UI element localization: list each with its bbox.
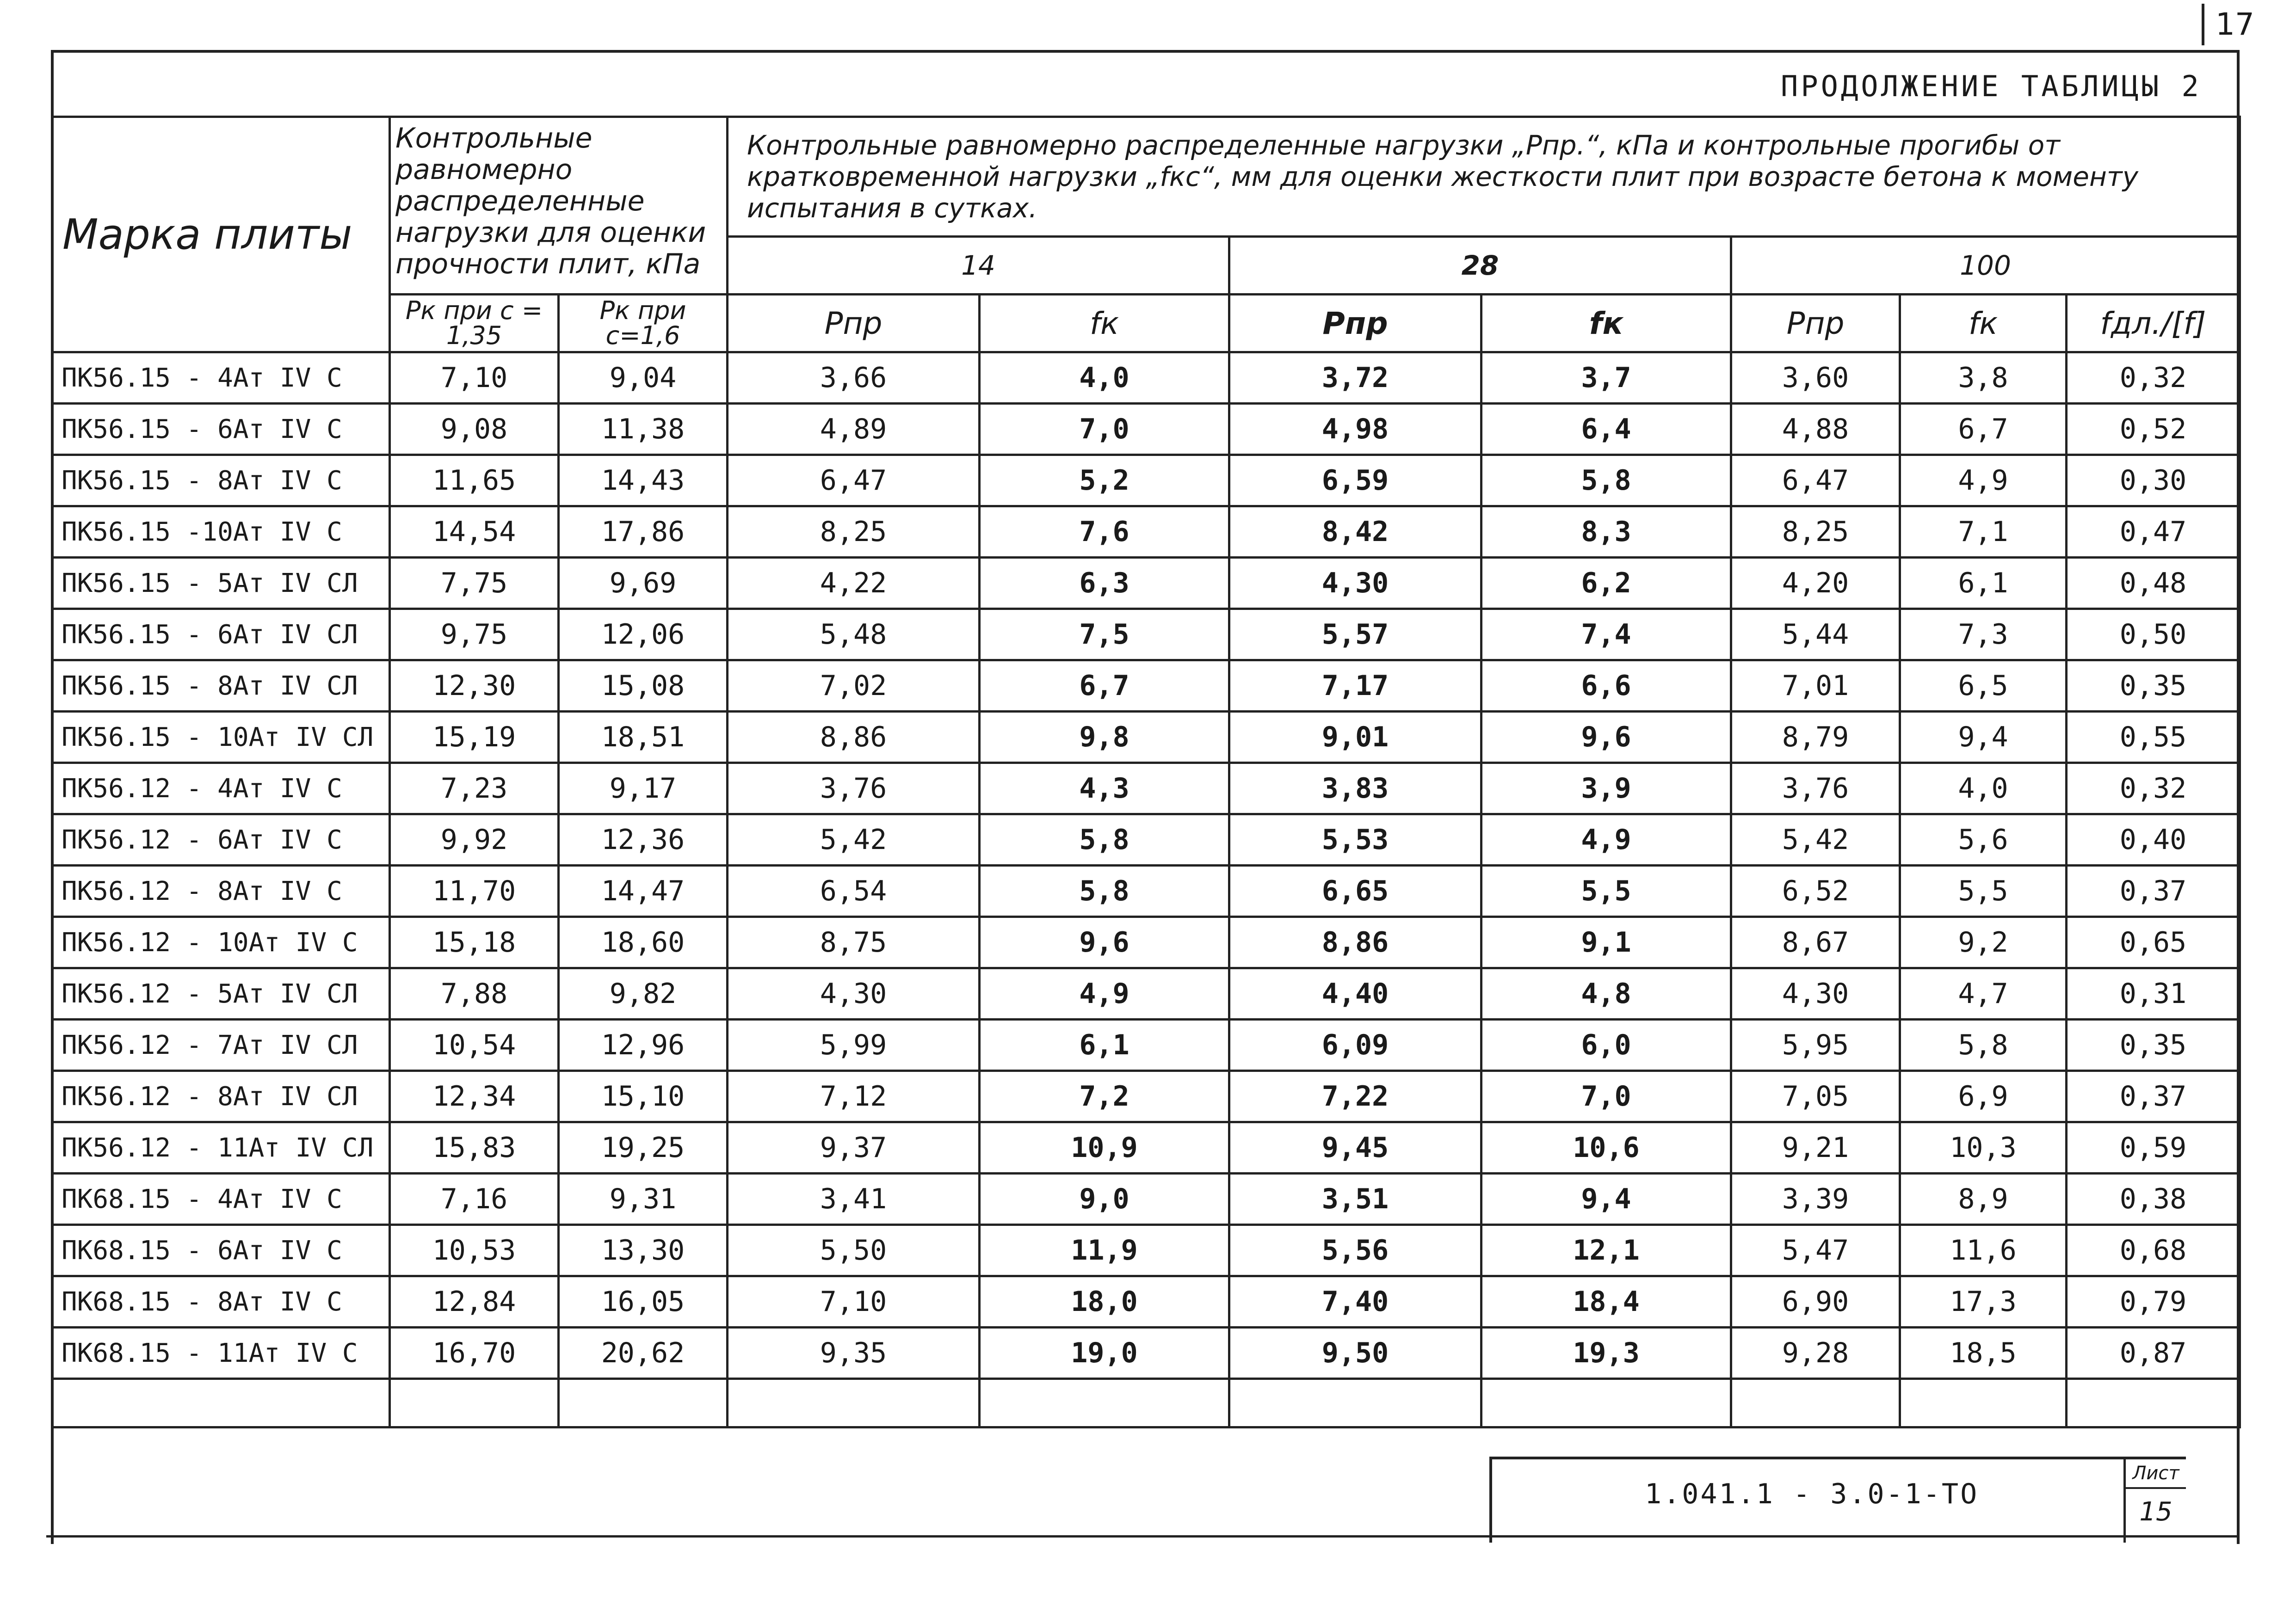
cell-ppr-100: 7,05 bbox=[1731, 1071, 1900, 1122]
cell-ppr-14: 6,47 bbox=[728, 455, 980, 506]
header-ppr-100: Pпр bbox=[1731, 295, 1900, 352]
cell-mark: ПК56.15 - 10Ат IV СЛ bbox=[52, 712, 390, 763]
table-row bbox=[52, 1122, 2240, 1174]
table-row bbox=[52, 558, 2240, 609]
empty-cell bbox=[52, 1379, 390, 1427]
loads-table bbox=[51, 116, 2241, 1428]
cell-fk-28: 5,5 bbox=[1481, 866, 1731, 917]
cell-ppr-100: 5,42 bbox=[1731, 814, 1900, 866]
cell-pk-135: 12,84 bbox=[390, 1276, 559, 1328]
cell-ratio: 0,55 bbox=[2067, 712, 2240, 763]
cell-ppr-28: 9,50 bbox=[1229, 1328, 1481, 1379]
cell-pk-16: 14,47 bbox=[559, 866, 728, 917]
cell-ppr-14: 3,41 bbox=[728, 1174, 980, 1225]
cell-fk-14: 7,2 bbox=[980, 1071, 1229, 1122]
cell-ppr-28: 7,40 bbox=[1229, 1276, 1481, 1328]
cell-ratio: 0,37 bbox=[2067, 866, 2240, 917]
cell-ratio: 0,65 bbox=[2067, 917, 2240, 968]
cell-fk-100: 10,3 bbox=[1900, 1122, 2067, 1174]
cell-ratio: 0,87 bbox=[2067, 1328, 2240, 1379]
cell-mark: ПК56.12 - 11Ат IV СЛ bbox=[52, 1122, 390, 1174]
cell-fk-28: 4,8 bbox=[1481, 968, 1731, 1020]
header-pk-16: Pк при c=1,6 bbox=[559, 295, 728, 352]
cell-ppr-28: 6,09 bbox=[1229, 1020, 1481, 1071]
cell-fk-14: 10,9 bbox=[980, 1122, 1229, 1174]
cell-ppr-14: 3,66 bbox=[728, 352, 980, 404]
cell-fk-28: 5,8 bbox=[1481, 455, 1731, 506]
table-row bbox=[52, 1020, 2240, 1071]
cell-ppr-14: 5,99 bbox=[728, 1020, 980, 1071]
cell-ppr-14: 9,37 bbox=[728, 1122, 980, 1174]
cell-fk-28: 6,4 bbox=[1481, 404, 1731, 455]
cell-ppr-100: 6,52 bbox=[1731, 866, 1900, 917]
empty-cell bbox=[390, 1379, 559, 1427]
cell-fk-28: 7,4 bbox=[1481, 609, 1731, 660]
cell-ppr-28: 5,53 bbox=[1229, 814, 1481, 866]
cell-mark: ПК56.15 - 6Ат IV СЛ bbox=[52, 609, 390, 660]
cell-pk-16: 12,06 bbox=[559, 609, 728, 660]
cell-ppr-100: 8,67 bbox=[1731, 917, 1900, 968]
cell-fk-14: 5,8 bbox=[980, 866, 1229, 917]
cell-ppr-28: 4,98 bbox=[1229, 404, 1481, 455]
cell-fk-100: 6,1 bbox=[1900, 558, 2067, 609]
header-fk-28: fк bbox=[1481, 295, 1731, 352]
cell-ppr-28: 6,59 bbox=[1229, 455, 1481, 506]
cell-ppr-28: 6,65 bbox=[1229, 866, 1481, 917]
cell-pk-135: 15,19 bbox=[390, 712, 559, 763]
cell-fk-28: 9,1 bbox=[1481, 917, 1731, 968]
cell-ppr-14: 8,75 bbox=[728, 917, 980, 968]
cell-ppr-28: 8,42 bbox=[1229, 506, 1481, 558]
cell-ratio: 0,32 bbox=[2067, 352, 2240, 404]
cell-ratio: 0,47 bbox=[2067, 506, 2240, 558]
cell-ppr-14: 8,86 bbox=[728, 712, 980, 763]
cell-pk-135: 10,53 bbox=[390, 1225, 559, 1276]
cell-fk-100: 4,9 bbox=[1900, 455, 2067, 506]
cell-mark: ПК56.15 - 6Ат IV С bbox=[52, 404, 390, 455]
cell-pk-16: 9,69 bbox=[559, 558, 728, 609]
cell-ratio: 0,38 bbox=[2067, 1174, 2240, 1225]
cell-ppr-28: 7,22 bbox=[1229, 1071, 1481, 1122]
cell-pk-16: 19,25 bbox=[559, 1122, 728, 1174]
table-row bbox=[52, 506, 2240, 558]
cell-ppr-14: 9,35 bbox=[728, 1328, 980, 1379]
empty-cell bbox=[980, 1379, 1229, 1427]
cell-pk-16: 11,38 bbox=[559, 404, 728, 455]
cell-ppr-100: 5,47 bbox=[1731, 1225, 1900, 1276]
bottom-border bbox=[46, 1535, 2239, 1538]
cell-pk-135: 7,16 bbox=[390, 1174, 559, 1225]
cell-fk-100: 5,5 bbox=[1900, 866, 2067, 917]
cell-ppr-28: 7,17 bbox=[1229, 660, 1481, 712]
header-age-14: 14 bbox=[728, 237, 1229, 295]
cell-mark: ПК56.15 - 8Ат IV С bbox=[52, 455, 390, 506]
cell-fk-100: 7,1 bbox=[1900, 506, 2067, 558]
cell-pk-16: 9,82 bbox=[559, 968, 728, 1020]
table-row bbox=[52, 1328, 2240, 1379]
cell-fk-100: 11,6 bbox=[1900, 1225, 2067, 1276]
cell-ppr-14: 3,76 bbox=[728, 763, 980, 814]
continuation-title: ПРОДОЛЖЕНИЕ ТАБЛИЦЫ 2 bbox=[1781, 69, 2202, 103]
empty-cell bbox=[2067, 1379, 2240, 1427]
cell-mark: ПК68.15 - 11Ат IV С bbox=[52, 1328, 390, 1379]
cell-pk-135: 7,75 bbox=[390, 558, 559, 609]
cell-fk-100: 3,8 bbox=[1900, 352, 2067, 404]
cell-fk-28: 8,3 bbox=[1481, 506, 1731, 558]
cell-fk-28: 7,0 bbox=[1481, 1071, 1731, 1122]
empty-cell bbox=[1900, 1379, 2067, 1427]
cell-ppr-14: 7,10 bbox=[728, 1276, 980, 1328]
cell-fk-100: 18,5 bbox=[1900, 1328, 2067, 1379]
cell-ratio: 0,79 bbox=[2067, 1276, 2240, 1328]
cell-pk-135: 12,30 bbox=[390, 660, 559, 712]
cell-fk-14: 11,9 bbox=[980, 1225, 1229, 1276]
cell-ppr-100: 3,76 bbox=[1731, 763, 1900, 814]
cell-mark: ПК56.12 - 8Ат IV СЛ bbox=[52, 1071, 390, 1122]
cell-ppr-14: 8,25 bbox=[728, 506, 980, 558]
cell-fk-28: 3,7 bbox=[1481, 352, 1731, 404]
table-row bbox=[52, 1174, 2240, 1225]
cell-ppr-28: 5,56 bbox=[1229, 1225, 1481, 1276]
document-code: 1.041.1 - 3.0-1-ТО bbox=[1645, 1478, 1979, 1510]
sheet-label: Лист bbox=[2126, 1459, 2186, 1489]
cell-ppr-28: 3,83 bbox=[1229, 763, 1481, 814]
sheet-box bbox=[2123, 1459, 2186, 1543]
cell-fk-14: 9,0 bbox=[980, 1174, 1229, 1225]
cell-ppr-100: 4,20 bbox=[1731, 558, 1900, 609]
cell-pk-16: 16,05 bbox=[559, 1276, 728, 1328]
cell-mark: ПК68.15 - 4Ат IV С bbox=[52, 1174, 390, 1225]
cell-pk-135: 7,88 bbox=[390, 968, 559, 1020]
cell-mark: ПК56.12 - 8Ат IV С bbox=[52, 866, 390, 917]
cell-ratio: 0,32 bbox=[2067, 763, 2240, 814]
cell-ppr-100: 5,95 bbox=[1731, 1020, 1900, 1071]
cell-pk-16: 13,30 bbox=[559, 1225, 728, 1276]
cell-fk-100: 4,0 bbox=[1900, 763, 2067, 814]
cell-fk-28: 12,1 bbox=[1481, 1225, 1731, 1276]
cell-mark: ПК68.15 - 8Ат IV С bbox=[52, 1276, 390, 1328]
cell-pk-135: 9,92 bbox=[390, 814, 559, 866]
cell-ratio: 0,37 bbox=[2067, 1071, 2240, 1122]
cell-fk-100: 6,5 bbox=[1900, 660, 2067, 712]
cell-mark: ПК56.12 - 4Ат IV С bbox=[52, 763, 390, 814]
cell-ppr-28: 8,86 bbox=[1229, 917, 1481, 968]
cell-fk-14: 9,8 bbox=[980, 712, 1229, 763]
cell-ppr-100: 8,79 bbox=[1731, 712, 1900, 763]
cell-ppr-14: 5,48 bbox=[728, 609, 980, 660]
cell-ppr-100: 9,28 bbox=[1731, 1328, 1900, 1379]
cell-ppr-100: 8,25 bbox=[1731, 506, 1900, 558]
header-fk-100: fк bbox=[1900, 295, 2067, 352]
header-fk-14: fк bbox=[980, 295, 1229, 352]
header-ratio: fдл./[f] bbox=[2067, 295, 2240, 352]
cell-ratio: 0,68 bbox=[2067, 1225, 2240, 1276]
cell-fk-14: 6,7 bbox=[980, 660, 1229, 712]
cell-pk-135: 15,18 bbox=[390, 917, 559, 968]
cell-pk-16: 9,17 bbox=[559, 763, 728, 814]
cell-fk-28: 9,4 bbox=[1481, 1174, 1731, 1225]
cell-pk-135: 16,70 bbox=[390, 1328, 559, 1379]
cell-ppr-100: 5,44 bbox=[1731, 609, 1900, 660]
cell-ratio: 0,48 bbox=[2067, 558, 2240, 609]
cell-mark: ПК56.12 - 5Ат IV СЛ bbox=[52, 968, 390, 1020]
header-control-loads: Контрольные равномерно распределенные нагрузки для оценки прочности плит, кПа bbox=[390, 117, 728, 295]
header-ppr-14: Pпр bbox=[728, 295, 980, 352]
cell-fk-100: 4,7 bbox=[1900, 968, 2067, 1020]
table-row bbox=[52, 455, 2240, 506]
table-row bbox=[52, 660, 2240, 712]
cell-fk-28: 6,2 bbox=[1481, 558, 1731, 609]
cell-fk-100: 8,9 bbox=[1900, 1174, 2067, 1225]
cell-pk-16: 12,36 bbox=[559, 814, 728, 866]
cell-fk-14: 4,3 bbox=[980, 763, 1229, 814]
sheet-number: 15 bbox=[2139, 1497, 2173, 1527]
cell-pk-135: 11,65 bbox=[390, 455, 559, 506]
cell-fk-28: 4,9 bbox=[1481, 814, 1731, 866]
cell-pk-16: 20,62 bbox=[559, 1328, 728, 1379]
header-age-28: 28 bbox=[1229, 237, 1731, 295]
cell-pk-135: 7,23 bbox=[390, 763, 559, 814]
cell-fk-14: 9,6 bbox=[980, 917, 1229, 968]
cell-ppr-14: 7,12 bbox=[728, 1071, 980, 1122]
cell-ppr-100: 6,90 bbox=[1731, 1276, 1900, 1328]
header-ppr-28: Pпр bbox=[1229, 295, 1481, 352]
cell-fk-100: 5,6 bbox=[1900, 814, 2067, 866]
header-mark: Марка плиты bbox=[52, 117, 390, 352]
cell-pk-16: 17,86 bbox=[559, 506, 728, 558]
table-row bbox=[52, 404, 2240, 455]
cell-mark: ПК56.15 - 8Ат IV СЛ bbox=[52, 660, 390, 712]
empty-cell bbox=[1229, 1379, 1481, 1427]
cell-ppr-100: 3,39 bbox=[1731, 1174, 1900, 1225]
cell-pk-16: 12,96 bbox=[559, 1020, 728, 1071]
cell-fk-14: 18,0 bbox=[980, 1276, 1229, 1328]
cell-fk-14: 7,6 bbox=[980, 506, 1229, 558]
cell-pk-16: 9,31 bbox=[559, 1174, 728, 1225]
cell-ppr-28: 9,45 bbox=[1229, 1122, 1481, 1174]
empty-cell bbox=[559, 1379, 728, 1427]
cell-fk-100: 6,7 bbox=[1900, 404, 2067, 455]
table-row bbox=[52, 814, 2240, 866]
cell-fk-14: 5,2 bbox=[980, 455, 1229, 506]
cell-fk-28: 10,6 bbox=[1481, 1122, 1731, 1174]
cell-pk-16: 9,04 bbox=[559, 352, 728, 404]
cell-pk-16: 14,43 bbox=[559, 455, 728, 506]
cell-fk-14: 6,3 bbox=[980, 558, 1229, 609]
cell-pk-16: 15,10 bbox=[559, 1071, 728, 1122]
cell-fk-28: 3,9 bbox=[1481, 763, 1731, 814]
cell-ppr-14: 5,42 bbox=[728, 814, 980, 866]
cell-ppr-28: 4,30 bbox=[1229, 558, 1481, 609]
cell-fk-100: 17,3 bbox=[1900, 1276, 2067, 1328]
cell-mark: ПК56.12 - 7Ат IV СЛ bbox=[52, 1020, 390, 1071]
cell-ppr-100: 7,01 bbox=[1731, 660, 1900, 712]
cell-pk-135: 10,54 bbox=[390, 1020, 559, 1071]
cell-pk-135: 9,08 bbox=[390, 404, 559, 455]
cell-fk-14: 19,0 bbox=[980, 1328, 1229, 1379]
cell-fk-100: 6,9 bbox=[1900, 1071, 2067, 1122]
cell-ratio: 0,35 bbox=[2067, 1020, 2240, 1071]
cell-fk-28: 9,6 bbox=[1481, 712, 1731, 763]
cell-mark: ПК56.12 - 6Ат IV С bbox=[52, 814, 390, 866]
cell-pk-135: 7,10 bbox=[390, 352, 559, 404]
cell-mark: ПК56.15 - 5Ат IV СЛ bbox=[52, 558, 390, 609]
cell-fk-100: 9,2 bbox=[1900, 917, 2067, 968]
cell-pk-135: 9,75 bbox=[390, 609, 559, 660]
cell-ppr-100: 6,47 bbox=[1731, 455, 1900, 506]
cell-mark: ПК56.12 - 10Ат IV С bbox=[52, 917, 390, 968]
cell-pk-16: 18,51 bbox=[559, 712, 728, 763]
cell-ppr-14: 4,22 bbox=[728, 558, 980, 609]
cell-pk-135: 14,54 bbox=[390, 506, 559, 558]
cell-ppr-14: 4,89 bbox=[728, 404, 980, 455]
table-row bbox=[52, 763, 2240, 814]
cell-ratio: 0,30 bbox=[2067, 455, 2240, 506]
cell-ppr-28: 3,72 bbox=[1229, 352, 1481, 404]
cell-mark: ПК56.15 -10Ат IV С bbox=[52, 506, 390, 558]
cell-ratio: 0,50 bbox=[2067, 609, 2240, 660]
cell-fk-14: 5,8 bbox=[980, 814, 1229, 866]
cell-ppr-14: 5,50 bbox=[728, 1225, 980, 1276]
cell-fk-28: 6,0 bbox=[1481, 1020, 1731, 1071]
cell-ppr-100: 3,60 bbox=[1731, 352, 1900, 404]
cell-fk-100: 7,3 bbox=[1900, 609, 2067, 660]
cell-mark: ПК68.15 - 6Ат IV С bbox=[52, 1225, 390, 1276]
cell-ratio: 0,52 bbox=[2067, 404, 2240, 455]
cell-pk-135: 11,70 bbox=[390, 866, 559, 917]
table-row bbox=[52, 917, 2240, 968]
header-age-100: 100 bbox=[1731, 237, 2240, 295]
cell-pk-135: 12,34 bbox=[390, 1071, 559, 1122]
cell-ppr-28: 4,40 bbox=[1229, 968, 1481, 1020]
cell-ppr-28: 9,01 bbox=[1229, 712, 1481, 763]
table-row bbox=[52, 712, 2240, 763]
cell-ppr-28: 5,57 bbox=[1229, 609, 1481, 660]
cell-fk-100: 9,4 bbox=[1900, 712, 2067, 763]
cell-pk-16: 18,60 bbox=[559, 917, 728, 968]
cell-fk-28: 19,3 bbox=[1481, 1328, 1731, 1379]
cell-ppr-100: 9,21 bbox=[1731, 1122, 1900, 1174]
table-row bbox=[52, 609, 2240, 660]
cell-fk-14: 7,5 bbox=[980, 609, 1229, 660]
cell-fk-28: 6,6 bbox=[1481, 660, 1731, 712]
cell-ppr-14: 7,02 bbox=[728, 660, 980, 712]
cell-fk-28: 18,4 bbox=[1481, 1276, 1731, 1328]
cell-fk-14: 4,9 bbox=[980, 968, 1229, 1020]
cell-ppr-14: 4,30 bbox=[728, 968, 980, 1020]
cell-ppr-100: 4,30 bbox=[1731, 968, 1900, 1020]
title-block bbox=[1489, 1457, 2186, 1543]
table-row bbox=[52, 1071, 2240, 1122]
cell-ratio: 0,35 bbox=[2067, 660, 2240, 712]
header-main: Контрольные равномерно распределенные нагрузки „Pпр.“, кПа и контрольные прогибы от кратковременной нагрузки „fкс“, мм для оценки жесткости плит при возрасте бетона к моменту испытания в сутках. bbox=[728, 117, 2240, 237]
table-row bbox=[52, 1225, 2240, 1276]
cell-ratio: 0,59 bbox=[2067, 1122, 2240, 1174]
cell-fk-100: 5,8 bbox=[1900, 1020, 2067, 1071]
table-row bbox=[52, 352, 2240, 404]
cell-fk-14: 7,0 bbox=[980, 404, 1229, 455]
empty-cell bbox=[1481, 1379, 1731, 1427]
cell-fk-14: 4,0 bbox=[980, 352, 1229, 404]
empty-cell bbox=[728, 1379, 980, 1427]
cell-ppr-14: 6,54 bbox=[728, 866, 980, 917]
empty-cell bbox=[1731, 1379, 1900, 1427]
cell-fk-14: 6,1 bbox=[980, 1020, 1229, 1071]
page-number: 17 bbox=[2202, 4, 2271, 45]
cell-ppr-100: 4,88 bbox=[1731, 404, 1900, 455]
cell-pk-16: 15,08 bbox=[559, 660, 728, 712]
table-row bbox=[52, 1276, 2240, 1328]
empty-row bbox=[52, 1379, 2240, 1427]
cell-ppr-28: 3,51 bbox=[1229, 1174, 1481, 1225]
table-row bbox=[52, 866, 2240, 917]
cell-ratio: 0,40 bbox=[2067, 814, 2240, 866]
cell-pk-135: 15,83 bbox=[390, 1122, 559, 1174]
header-pk-135: Pк при c = 1,35 bbox=[390, 295, 559, 352]
table-row bbox=[52, 968, 2240, 1020]
cell-ratio: 0,31 bbox=[2067, 968, 2240, 1020]
cell-mark: ПК56.15 - 4Ат IV С bbox=[52, 352, 390, 404]
